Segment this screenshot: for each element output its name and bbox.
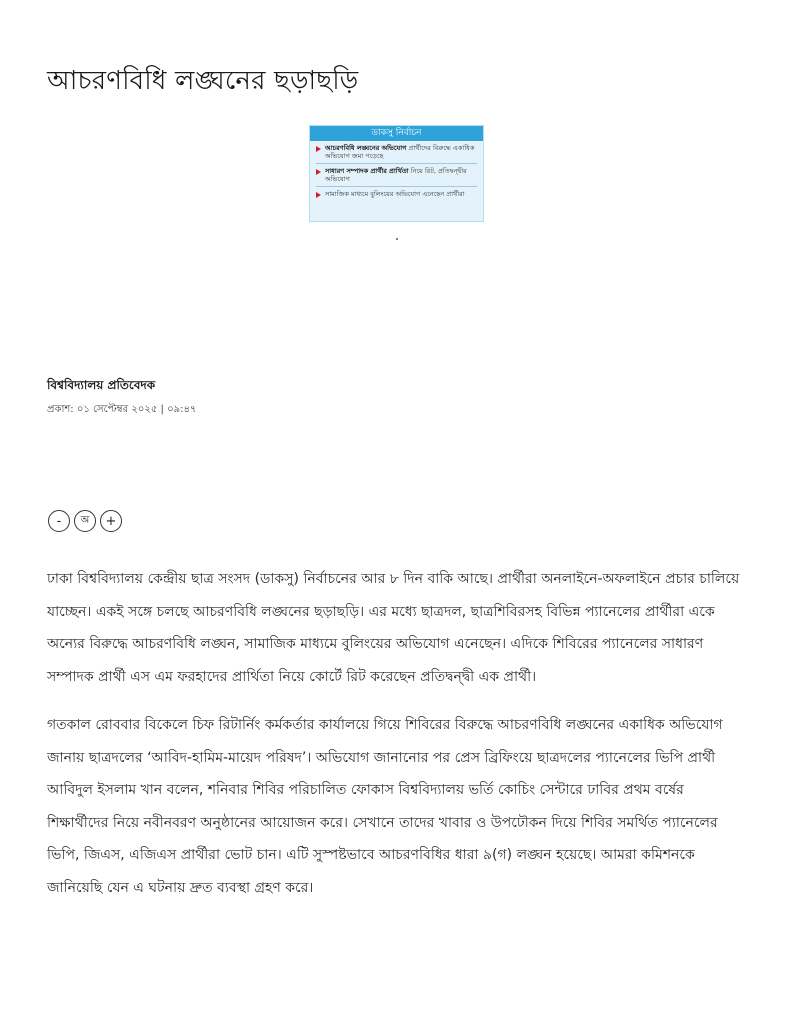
bullet-triangle-icon bbox=[316, 192, 321, 198]
infographic-header: ডাকসু নির্বাচন bbox=[310, 126, 483, 141]
infographic-item-title: সাধারণ সম্পাদক প্রার্থীর প্রার্থিতা bbox=[325, 167, 409, 175]
infographic-item bbox=[316, 190, 477, 198]
article-infographic-image[interactable] bbox=[309, 125, 484, 222]
infographic-item-text: প্রার্থীদের বিরুদ্ধে একাধিক অভিযোগ জমা পড়েছে bbox=[325, 144, 475, 160]
font-increase-button[interactable]: + bbox=[100, 510, 122, 532]
article-body bbox=[47, 563, 747, 920]
bullet-triangle-icon bbox=[316, 146, 321, 152]
font-reset-button[interactable]: অ bbox=[74, 510, 96, 532]
article-headline: আচরণবিধি লঙ্ঘনের ছড়াছড়ি bbox=[47, 66, 359, 96]
infographic-item bbox=[316, 144, 477, 160]
font-decrease-button[interactable]: - bbox=[48, 510, 70, 532]
publish-date: প্রকাশ: ০১ সেপ্টেম্বর ২০২৫ | ০৯:৪৭ bbox=[47, 404, 197, 415]
article-paragraph: গতকাল রোববার বিকেলে চিফ রিটার্নিং কর্মকর্তার কার্যালয়ে গিয়ে শিবিরের বিরুদ্ধে আচরণবিধি লঙ্ঘনের একাধিক অভিযোগ জানায় ছাত্রদলের ‘আবিদ-হামিম-মায়েদ পরিষদ’। অভিযোগ জানানোর পর প্রেস ব্রিফিংয়ে ছাত্রদলের প্যানেলের ভিপি প্রার্থী আবিদুল ইসলাম খান বলেন, শনিবার শিবির পরিচালিত ফোকাস বিশ্ববিদ্যালয় ভর্তি কোচিং সেন্টারে ঢাবির প্রথম বর্ষের শিক্ষার্থীদের নিয়ে নবীনবরণ অনুষ্ঠানের আয়োজন করে। সেখানে তাদের খাবার ও উপঢৌকন দিয়ে শিবির সমর্থিত প্যানেলের ভিপি, জিএস, এজিএস প্রার্থীরা ভোট চান। এটি সুস্পষ্টভাবে আচরণবিধির ধারা ৯(গ) লঙ্ঘন হয়েছে। আমরা কমিশনকে জানিয়েছি যেন এ ঘটনায় দ্রুত ব্যবস্থা গ্রহণ করে। bbox=[47, 717, 723, 896]
infographic-item-text: নিয়ে রিট, প্রতিদ্বন্দ্বীর অভিযোগ bbox=[325, 167, 467, 183]
bullet-triangle-icon bbox=[316, 169, 321, 175]
article-paragraph: ঢাকা বিশ্ববিদ্যালয় কেন্দ্রীয় ছাত্র সংসদ (ডাকসু) নির্বাচনের আর ৮ দিন বাকি আছে। প্রার্থীরা অনলাইনে-অফলাইনে প্রচার চালিয়ে যাচ্ছেন। একই সঙ্গে চলছে আচরণবিধি লঙ্ঘনের ছড়াছড়ি। এর মধ্যে ছাত্রদল, ছাত্রশিবিরসহ বিভিন্ন প্যানেলের প্রার্থীরা একে অন্যের বিরুদ্ধে আচরণবিধি লঙ্ঘন, সামাজিক মাধ্যমে বুলিংয়ের অভিযোগ এনেছেন। এদিকে শিবিরের প্যানেলের সাধারণ সম্পাদক প্রার্থী এস এম ফরহাদের প্রার্থিতা নিয়ে কোর্টে রিট করেছেন প্রতিদ্বন্দ্বী এক প্রার্থী। bbox=[47, 571, 740, 685]
infographic-item bbox=[316, 167, 477, 183]
font-size-controls bbox=[48, 510, 122, 532]
article-byline: বিশ্ববিদ্যালয় প্রতিবেদক bbox=[47, 378, 156, 392]
infographic-divider bbox=[316, 163, 477, 164]
infographic-item-title: আচরণবিধি লঙ্ঘনের অভিযোগ bbox=[325, 144, 407, 152]
image-caption-dot bbox=[396, 238, 398, 240]
infographic-divider bbox=[316, 186, 477, 187]
infographic-item-text: সামাজিক মাধ্যমে বুলিংয়ের অভিযোগ এনেছেন প্রার্থীরা bbox=[325, 190, 465, 198]
